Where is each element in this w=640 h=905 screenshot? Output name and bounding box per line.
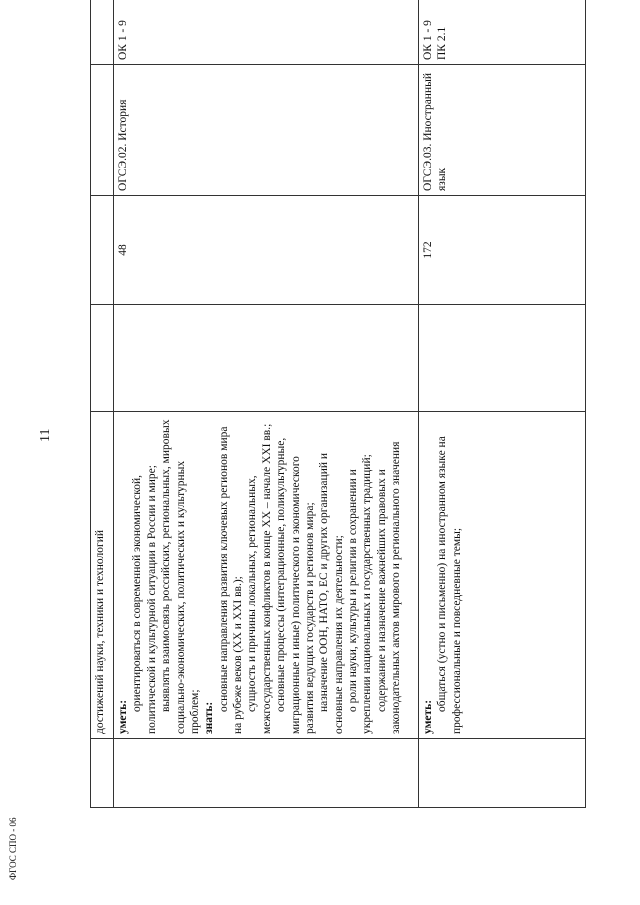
table-row <box>114 0 419 808</box>
table-cell <box>114 305 419 412</box>
hours-cell: 172 <box>419 196 586 305</box>
competencies-cell <box>114 0 419 65</box>
discipline-cell: ОГСЭ.02. История <box>114 65 419 196</box>
list-item: сущность и причины локальных, региональных, межгосударственных конфликтов в конце XX – начале XXI вв.; <box>246 423 273 734</box>
table-cell <box>91 739 114 808</box>
table-cell <box>91 305 114 412</box>
hours-cell: 48 <box>114 196 419 305</box>
list-item: содержание и назначение важнейших правовых и законодательных актов мирового и регионального значения <box>375 441 403 734</box>
list-item: основные направления развития ключевых регионов мира на рубеже веков (XX и XXI вв.); <box>217 426 244 734</box>
table-cell <box>91 0 114 65</box>
list-item: о роли науки, культуры и религии в сохранении и укреплении национальных и государственных традиций; <box>347 454 374 734</box>
competency: ОК 1 - 9 <box>117 20 129 60</box>
skills-label: уметь: <box>422 699 434 734</box>
table-cell <box>91 196 114 305</box>
page-number: 11 <box>38 428 53 442</box>
table-cell <box>419 739 586 808</box>
content-cell <box>419 412 586 739</box>
table-row <box>419 0 586 808</box>
competencies-cell <box>419 0 586 65</box>
list-item: общаться (устно и письменно) на иностранном языке на профессиональные и повседневные темы; <box>436 436 463 734</box>
list-item: назначение ООН, НАТО, ЕС и других организаций и основные направления их деятельности; <box>318 452 345 734</box>
footer-code: ФГОС СПО - 06 <box>8 817 18 880</box>
discipline-cell: ОГСЭ.03. Иностранный язык <box>419 65 586 196</box>
list-item: основные процессы (интеграционные, поликультурные, миграционные и иные) политического и экономического развития ведущих государств и регионов мира; <box>275 437 316 734</box>
skills-label: уметь: <box>117 699 129 734</box>
list-item: ориентироваться в современной экономической, политической и культурной ситуации в России и мире; <box>131 465 158 734</box>
table-cell <box>114 739 419 808</box>
content-cell <box>114 412 419 739</box>
table-row <box>91 0 114 808</box>
knowledge-label: знать: <box>203 701 216 734</box>
list-item: выявлять взаимосвязь российских, региональных, мировых социально-экономических, политических и культурных проблем; <box>160 419 201 734</box>
curriculum-table <box>90 20 570 808</box>
table-cell <box>419 305 586 412</box>
table-cell <box>91 65 114 196</box>
competency: ОК 1 - 9 <box>422 20 434 60</box>
table-cell: достижений науки, техники и технологий <box>91 412 114 739</box>
competency: ПК 2.1 <box>436 26 449 60</box>
